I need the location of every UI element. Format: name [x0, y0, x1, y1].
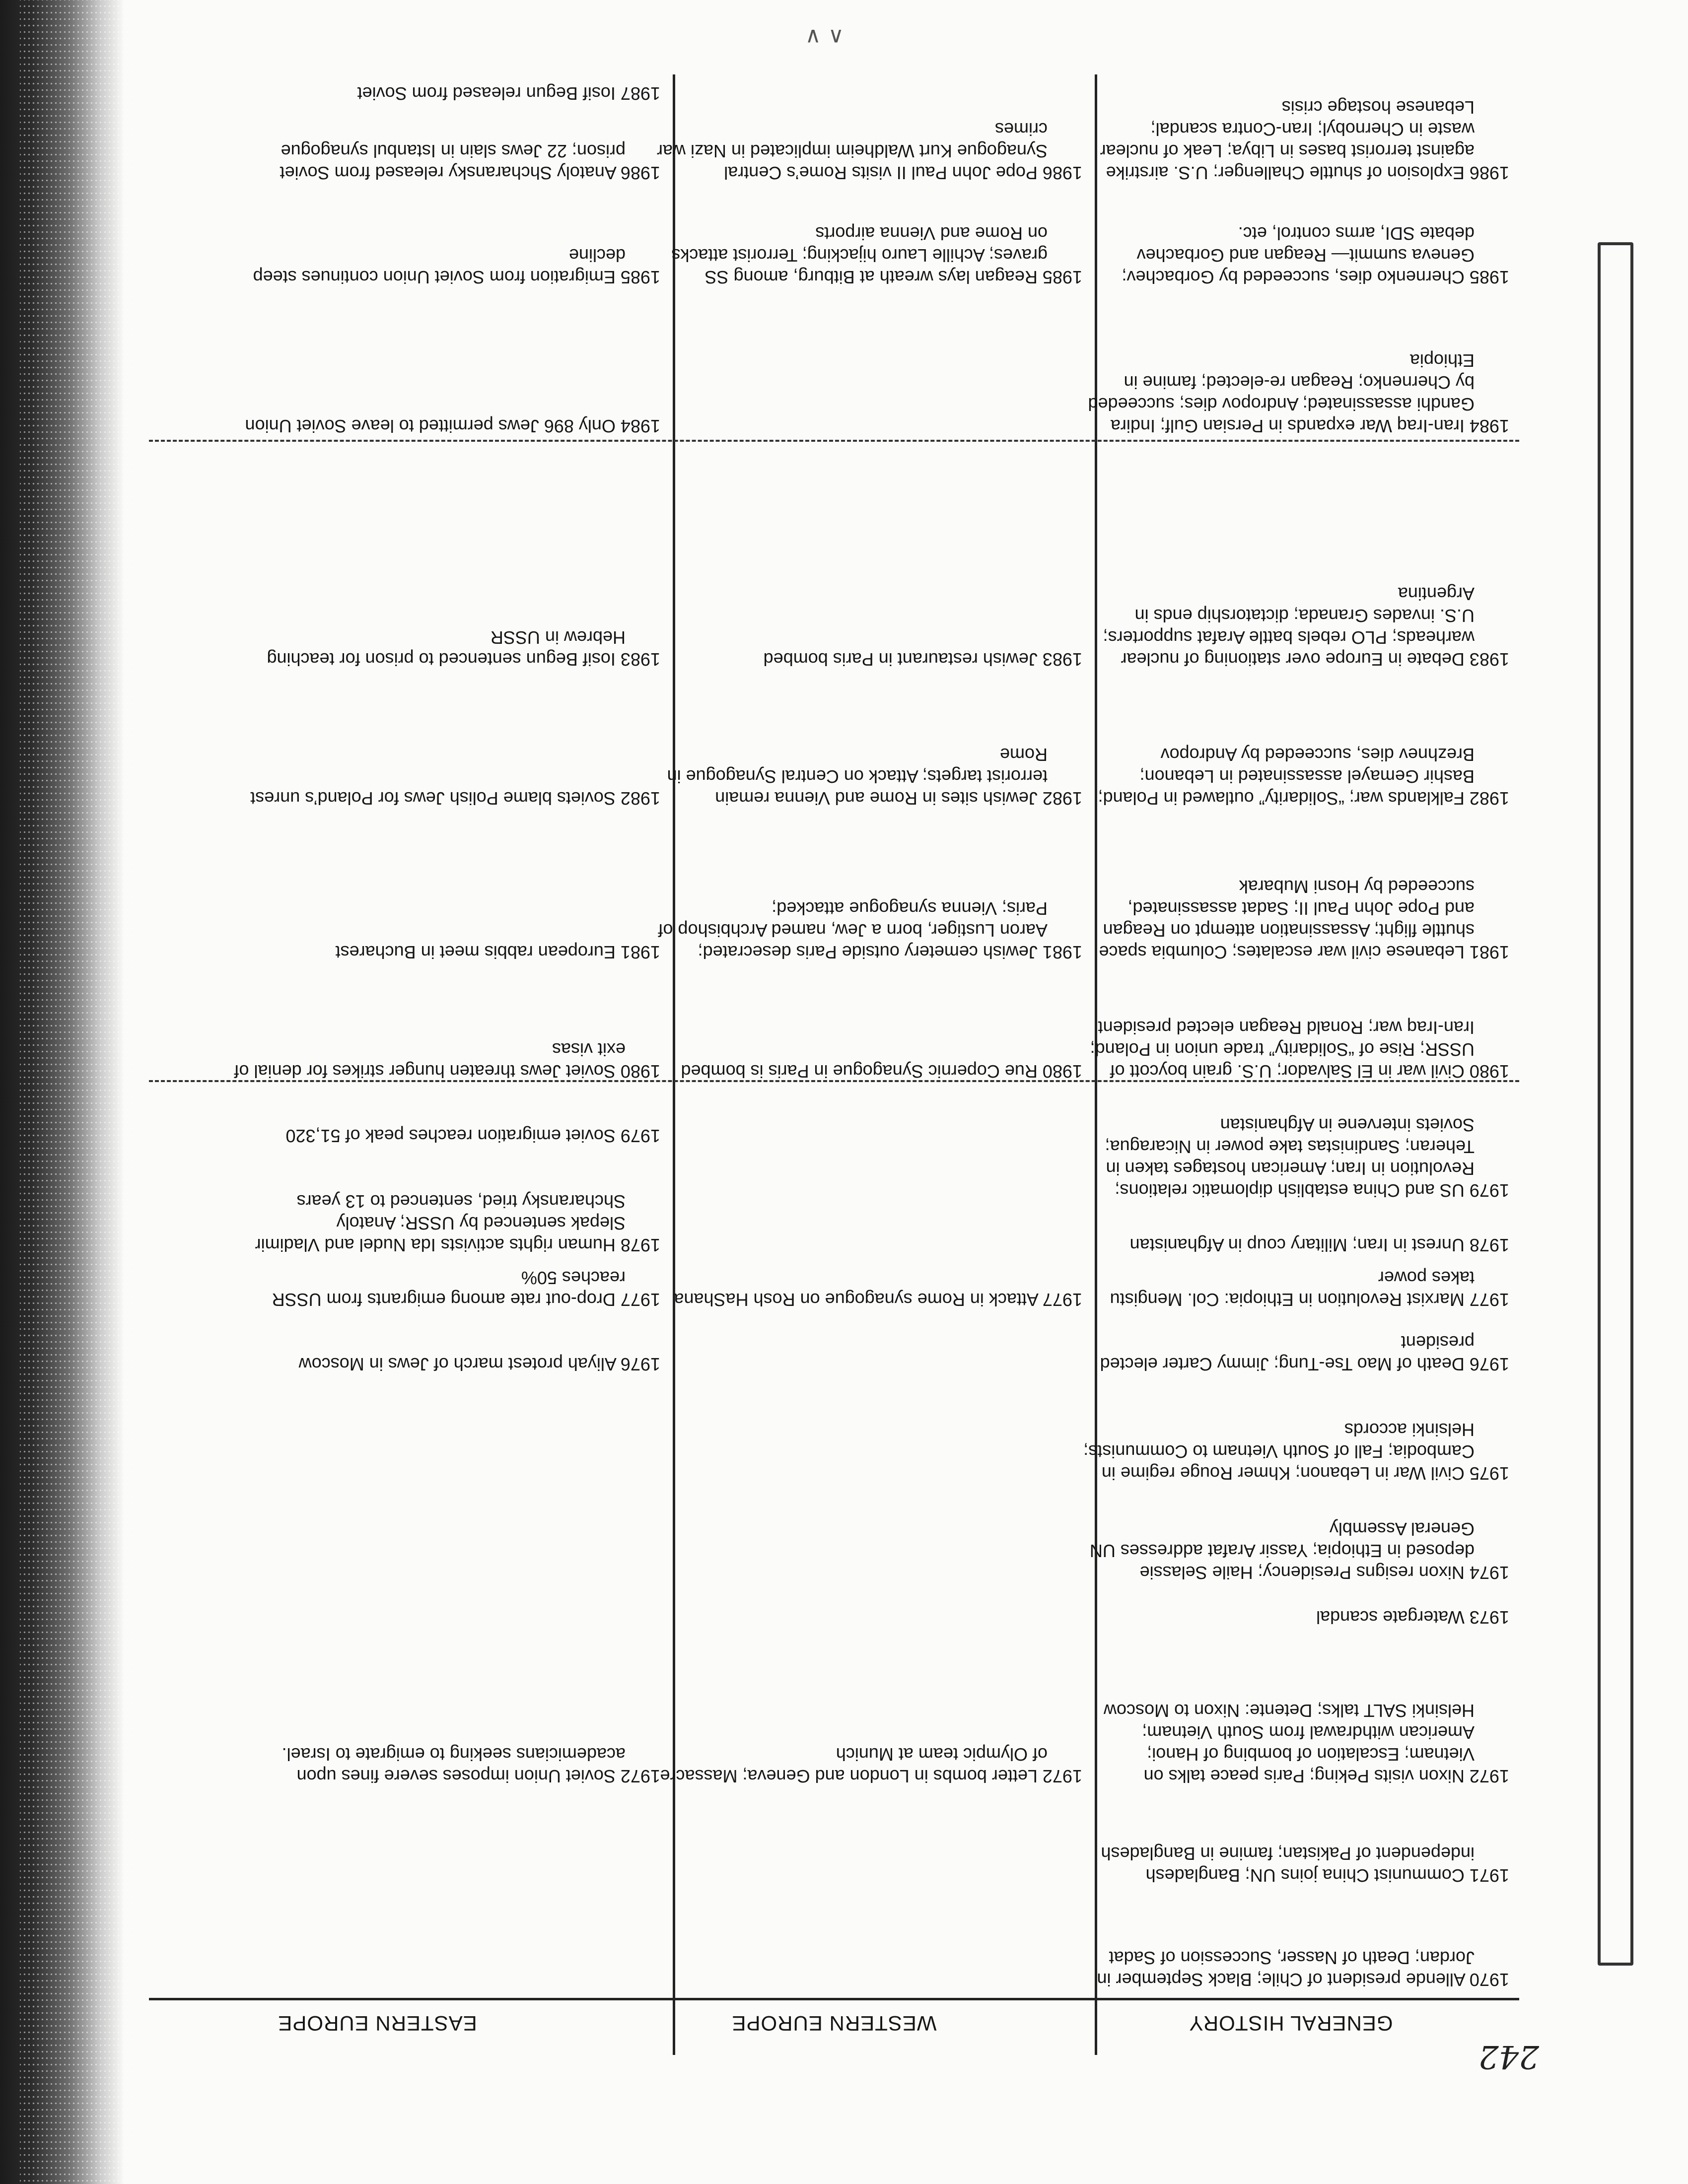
scan-noise: [20, 0, 134, 2184]
margin-bar: [1598, 242, 1633, 1966]
timeline-entry: 1983 Iosif Begun sentenced to prison for teaching Hebrew in USSR: [267, 627, 660, 670]
timeline-entry: 1977 Drop-out rate among emigrants from USSR reaches 50%: [272, 1268, 660, 1310]
column-header-eastern-europe: EASTERN EUROPE: [278, 2012, 477, 2035]
timeline-entry: 1983 Debate in Europe over stationing of nuclear warheads; PLO rebels battle Arafat supporters; U.S. invades Granada; dictatorship ends in Argentina: [1103, 584, 1509, 670]
timeline-entry: 1986 Anatoly Shcharansky released from Soviet prison; 22 Jews slain in Istanbul synagogue: [280, 141, 660, 183]
timeline-entry: 1979 US and China establish diplomatic relations; Revolution in Iran; American hostages taken in Teheran; Sandinistas take power in Nicaragua; Soviets intervene in Afghanistan: [1105, 1115, 1509, 1201]
timeline-entry: 1986 Pope John Paul II visits Rome’s Central Synagogue Kurt Waldheim implicated in Nazi war crimes: [656, 119, 1082, 183]
timeline-entry: 1979 Soviet emigration reaches peak of 51,320: [285, 1126, 660, 1146]
timeline-entry: 1987 Iosif Begun released from Soviet: [357, 83, 660, 104]
timeline-entry: 1970 Allende president of Chile; Black September in Jordan; Death of Nasser, Succession of Sadat: [1097, 1948, 1509, 1990]
timeline-entry: 1985 Emigration from Soviet Union continues steep decline: [253, 245, 660, 287]
timeline-entry: 1981 European rabbis meet in Bucharest: [335, 942, 660, 962]
timeline-entry: 1978 Human rights activists Ida Nudel and Vladimir Slepak sentenced by USSR; Anatoly Shcharansky tried, sentenced to 13 years: [255, 1191, 660, 1255]
timeline-entry: 1980 Rue Copernic Synagogue in Paris is bombed: [681, 1061, 1082, 1082]
column-header-general-history: GENERAL HISTORY: [1189, 2012, 1393, 2035]
page-number: 242: [1478, 2038, 1539, 2075]
timeline-entry: 1978 Unrest in Iran; Military coup in Afghanistan: [1129, 1235, 1509, 1255]
divider-1980: [149, 1080, 1519, 1082]
timeline-entry: 1972 Soviet Union imposes severe fines upon academicians seeking to emigrate to Israel.: [281, 1744, 660, 1786]
timeline-entry: 1980 Soviet Jews threaten hunger strikes for denial of exit visas: [234, 1039, 660, 1082]
timeline-entry: 1984 Only 896 Jews permitted to leave Soviet Union: [245, 416, 660, 436]
timeline-entry: 1972 Nixon visits Peking; Paris peace talks on Vietnam; Escalation of bombing of Hanoi; American withdrawal from South Vietnam; Helsinki SALT talks; Detente: Nixon to Moscow: [1104, 1701, 1509, 1786]
general-history-column: [1083, 74, 1509, 1990]
western-europe-column: [656, 74, 1082, 1990]
timeline-entry: 1976 Death of Mao Tse-Tung; Jimmy Carter elected president: [1100, 1332, 1509, 1374]
timeline-entry: 1984 Iran-Iraq War expands in Persian Gulf; Indira Gandhi assassinated; Andropov dies; succeeded by Chernenko; Reagan re-elected; famine in Ethiopia: [1088, 350, 1509, 436]
timeline-entry: 1983 Jewish restaurant in Paris bombed: [763, 649, 1082, 670]
timeline-entry: 1974 Nixon resigns Presidency; Haile Selassie deposed in Ethiopia; Yassir Arafat addresses UN General Assembly: [1089, 1519, 1509, 1583]
timeline-entry: 1972 Letter bombs in London and Geneva; Massacre of Olympic team at Munich: [660, 1744, 1082, 1786]
timeline-entry: 1981 Lebanese civil war escalates; Columbia space shuttle flight; Assassination attempt on Reagan and Pope John Paul II; Sadat assassinated, succeeded by Hosni Mubarak: [1099, 877, 1509, 962]
timeline-entry: 1980 Civil war in El Salvador; U.S. grain boycott of USSR; Rise of “Solidarity” trade union in Poland; Iran-Iraq war; Ronald Reagan elected president: [1090, 1018, 1509, 1082]
timeline-entry: 1986 Explosion of shuttle Challenger; U.S. airstrike against terrorist bases in Libya; Leak of nuclear waste in Chernobyl; Iran-Contra scandal; Lebanese hostage crisis: [1100, 97, 1509, 183]
timeline-table: [149, 74, 1519, 2055]
timeline-entry: 1976 Aliyah protest march of Jews in Moscow: [298, 1354, 660, 1374]
table-body: [149, 74, 1519, 1990]
timeline-entry: 1985 Reagan lays wreath at Bitburg, among SS graves; Achille Lauro hijacking; Terrorist attacks on Rome and Vienna airports: [671, 223, 1082, 287]
timeline-entry: 1973 Watergate scandal: [1316, 1607, 1509, 1628]
margin-mark: ∧ ∨: [805, 24, 844, 50]
divider-1984: [149, 440, 1519, 442]
timeline-entry: 1975 Civil War in Lebanon; Khmer Rouge regime in Cambodia; Fall of South Vietnam to Communists; Helsinki accords: [1083, 1420, 1509, 1484]
timeline-entry: 1977 Marxist Revolution in Ethiopia: Col. Mengistu takes power: [1110, 1268, 1509, 1310]
eastern-europe-column: [234, 74, 660, 1990]
timeline-entry: 1982 Jewish sites in Rome and Vienna remain terrorist targets; Attack on Central Synagogue in Rome: [667, 745, 1082, 809]
column-header-western-europe: WESTERN EUROPE: [731, 2012, 937, 2035]
timeline-entry: 1971 Communist China joins UN; Bangladesh independent of Pakistan; famine in Bangladesh: [1101, 1843, 1509, 1886]
timeline-entry: 1982 Soviets blame Polish Jews for Poland’s unrest: [250, 788, 660, 809]
timeline-entry: 1977 Attack in Rome synagogue on Rosh HaShana: [674, 1290, 1082, 1310]
timeline-entry: 1985 Chernenko dies, succeeded by Gorbachev; Geneva summit— Reagan and Gorbachev debate SDI, arms control, etc.: [1122, 223, 1509, 287]
table-header: [149, 1998, 1519, 2055]
timeline-entry: 1982 Falklands war; “Solidarity” outlawed in Poland; Bashir Gemayel assassinated in Lebanon; Brezhnev dies, succeeded by Andropov: [1098, 745, 1509, 809]
timeline-entry: 1981 Jewish cemetery outside Paris desecrated; Aaron Lustiger, born a Jew, named Archbishop of Paris; Vienna synagogue attacked;: [658, 898, 1082, 962]
